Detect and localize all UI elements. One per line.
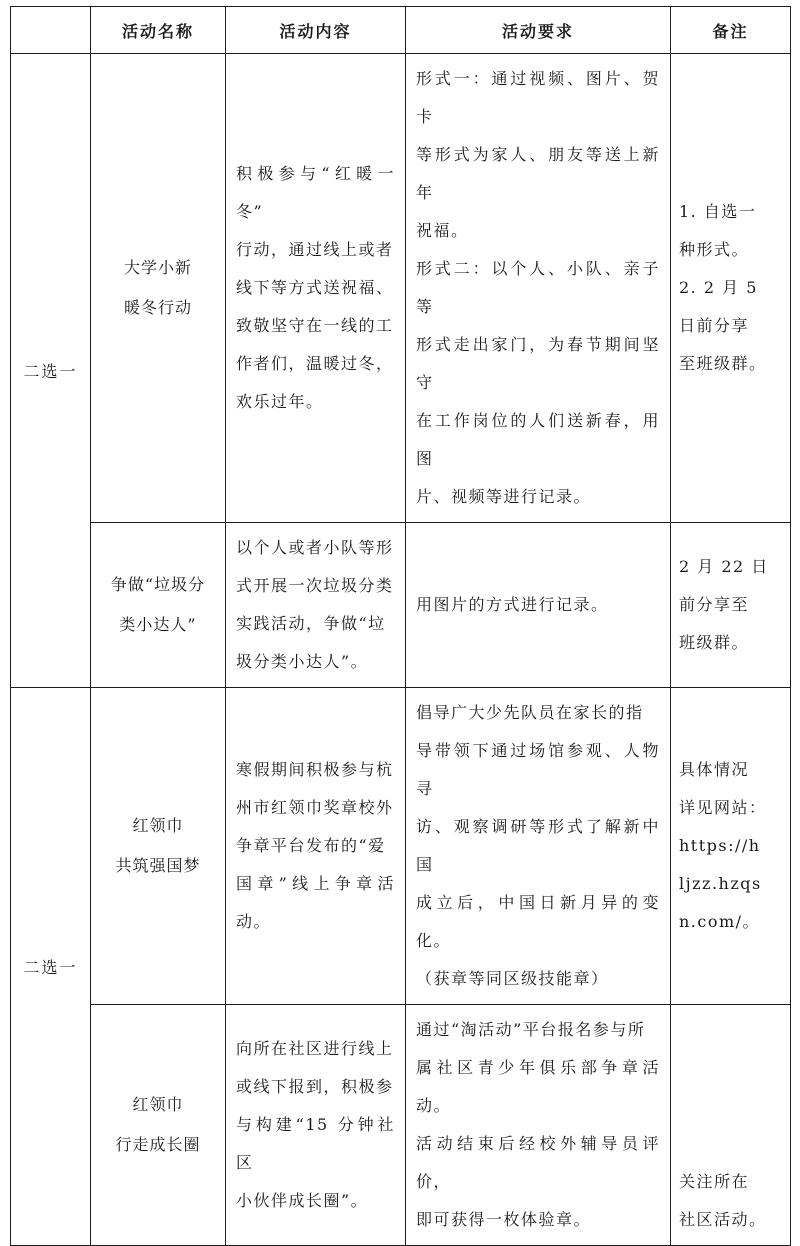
activity-requirement-cell: 倡导广大少先队员在家长的指 导带领下通过场馆参观、人物寻 访、观察调研等形式了解新中国 成立后，中国日新月异的变化。 （获章等同区级技能章） <box>406 688 671 1005</box>
activity-content-cell: 寒假期间积极参与杭 州市红领巾奖章校外 争章平台发布的“爱 国章”线上争章活动。 <box>226 688 406 1005</box>
table-row <box>11 1005 791 1246</box>
header-activity-content: 活动内容 <box>226 7 406 54</box>
table-row <box>11 523 791 688</box>
group-label-2: 二选一 <box>11 688 91 1246</box>
header-activity-requirement: 活动要求 <box>406 7 671 54</box>
group-label-1: 二选一 <box>11 54 91 688</box>
activity-name-cell: 红领巾 共筑强国梦 <box>91 688 226 1005</box>
header-group <box>11 7 91 54</box>
note-cell: 2 月 22 日 前分享至 班级群。 <box>671 523 791 688</box>
note-cell: 关注所在 社区活动。 <box>671 1005 791 1246</box>
table-row <box>11 688 791 1005</box>
table-row <box>11 54 791 523</box>
activity-name-cell: 大学小新 暖冬行动 <box>91 54 226 523</box>
activity-requirement-cell: 通过“淘活动”平台报名参与所 属社区青少年俱乐部争章活动。 活动结束后经校外辅导员评价， 即可获得一枚体验章。 <box>406 1005 671 1246</box>
note-cell: 具体情况 详见网站： https://h ljzz.hzqs n.com/。 <box>671 688 791 1005</box>
activity-name-cell: 争做“垃圾分 类小达人” <box>91 523 226 688</box>
activity-requirement-cell: 用图片的方式进行记录。 <box>406 523 671 688</box>
header-row <box>11 7 791 54</box>
activity-requirement-cell: 形式一：通过视频、图片、贺卡 等形式为家人、朋友等送上新年 祝福。 形式二：以个人、小队、亲子等 形式走出家门，为春节期间坚守 在工作岗位的人们送新春，用图 片、视频等进行记录。 <box>406 54 671 523</box>
activity-content-cell: 向所在社区进行线上 或线下报到，积极参 与构建“15 分钟社区 小伙伴成长圈”。 <box>226 1005 406 1246</box>
activity-name-cell: 红领巾 行走成长圈 <box>91 1005 226 1246</box>
activity-content-cell: 以个人或者小队等形 式开展一次垃圾分类 实践活动，争做“垃 圾分类小达人”。 <box>226 523 406 688</box>
note-cell: 1. 自选一 种形式。 2. 2 月 5 日前分享 至班级群。 <box>671 54 791 523</box>
activity-content-cell: 积极参与“红暖一冬” 行动，通过线上或者 线下等方式送祝福、 致敬坚守在一线的工 作者们，温暖过冬， 欢乐过年。 <box>226 54 406 523</box>
activity-table <box>10 6 791 1246</box>
header-activity-name: 活动名称 <box>91 7 226 54</box>
header-note: 备注 <box>671 7 791 54</box>
